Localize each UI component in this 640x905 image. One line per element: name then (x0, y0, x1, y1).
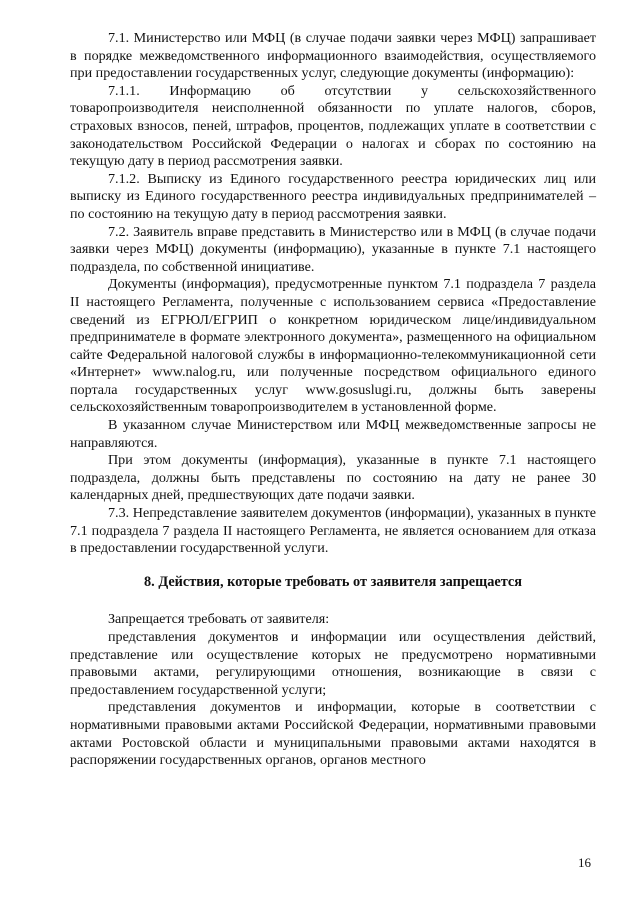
page-number: 16 (578, 855, 591, 870)
paragraph-documents-info: Документы (информация), предусмотренные пунктом 7.1 подраздела 7 раздела II настоящего Регламента, полученные с использованием сервиса «Предоставление сведений из ЕГРЮЛ/ЕГРИП о конкретном юридическом лице/индивидуальном предпринимателе в формате электронного документа», размещенного на официальном сайте Федеральной налоговой службы в информационно-телекоммуникационной сети «Интернет» www.nalog.ru, или полученные посредством официального единого портала государственных услуг www.gosuslugi.ru, должны быть заверены сельскохозяйственным товаропроизводителем в установленной форме. (70, 276, 596, 416)
paragraph-30-days: При этом документы (информация), указанные в пункте 7.1 настоящего подраздела, должны быть представлены по состоянию на дату не ранее 30 календарных дней, предшествующих дате подачи заявки. (70, 452, 596, 504)
paragraph-7-1-1: 7.1.1. Информацию об отсутствии у сельскохозяйственного товаропроизводителя неисполненной обязанности по уплате налогов, сборов, страховых взносов, пеней, штрафов, процентов, подлежащих уплате в соответствии с законодательством Российской Федерации о налогах и сборах по состоянию на текущую дату в период рассмотрения заявки. (70, 82, 596, 170)
paragraph-prohibited-intro: Запрещается требовать от заявителя: (108, 611, 330, 628)
paragraph-prohibited-1: представления документов и информации или осуществления действий, представление или осуществление которых не предусмотрено нормативными правовыми актами, регулирующими отношения, возникающие в связи с предоставлением государственной услуги; (70, 629, 596, 698)
paragraph-prohibited-2: представления документов и информации, которые в соответствии с нормативными правовыми актами Российской Федерации, нормативными правовыми актами Ростовской области и муниципальными правовыми актами находятся в распоряжении государственных органов, органов местного (70, 699, 596, 769)
paragraph-no-requests: В указанном случае Министерством или МФЦ межведомственные запросы не направляются. (70, 417, 596, 451)
section-heading: 8. Действия, которые требовать от заявителя запрещается (144, 573, 522, 590)
document-page (70, 30, 596, 770)
paragraph-7-1: 7.1. Министерство или МФЦ (в случае подачи заявки через МФЦ) запрашивает в порядке межведомственного информационного взаимодействия, осуществляемого при предоставлении государственных услуг, следующие документы (информацию): (70, 30, 596, 82)
paragraph-7-2: 7.2. Заявитель вправе представить в Министерство или в МФЦ (в случае подачи заявки через МФЦ) документы (информацию), указанные в пункте 7.1 настоящего подраздела, по собственной инициативе. (70, 223, 596, 275)
paragraph-7-3: 7.3. Непредставление заявителем документов (информации), указанных в пункте 7.1 подраздела 7 раздела II настоящего Регламента, не является основанием для отказа в предоставлении государственной услуги. (70, 505, 596, 557)
paragraph-7-1-2: 7.1.2. Выписку из Единого государственного реестра юридических лиц или выписку из Единого государственного реестра индивидуальных предпринимателей – по состоянию на текущую дату в период рассмотрения заявки. (70, 170, 596, 222)
